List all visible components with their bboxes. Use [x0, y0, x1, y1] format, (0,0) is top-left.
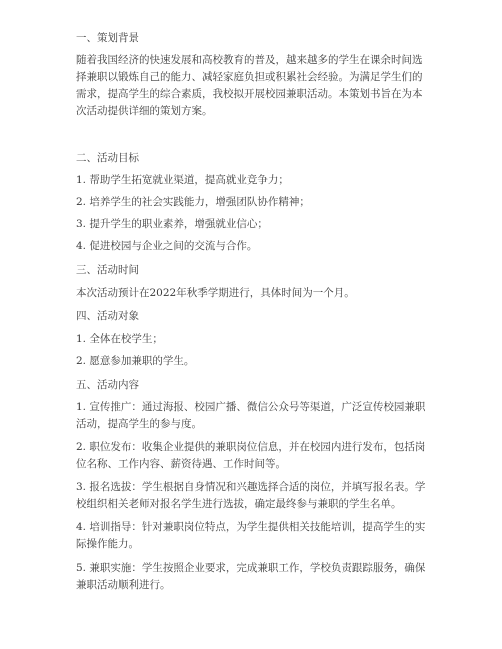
section-heading-time: 三、活动时间	[76, 264, 139, 276]
section-heading-audience: 四、活动对象	[76, 310, 139, 322]
content-item-1: 1. 宣传推广：通过海报、校园广播、微信公众号等渠道，广泛宣传校园兼职活动，提高学生的参与度。	[76, 401, 426, 430]
audience-item-2: 2. 愿意参加兼职的学生。	[76, 355, 195, 367]
section-heading-content: 五、活动内容	[76, 379, 139, 391]
section-heading-goals: 二、活动目标	[76, 152, 139, 164]
time-paragraph: 本次活动预计在2022年秋季学期进行，具体时间为一个月。	[76, 287, 355, 299]
goal-item-4: 4. 促进校园与企业之间的交流与合作。	[76, 240, 258, 252]
content-item-5: 5. 兼职实施：学生按照企业要求，完成兼职工作，学校负责跟踪服务，确保兼职活动顺利进行。	[76, 562, 426, 591]
audience-item-1: 1. 全体在校学生；	[76, 333, 163, 345]
goal-item-3: 3. 提升学生的职业素养，增强就业信心；	[76, 218, 268, 230]
content-item-2: 2. 职位发布：收集企业提供的兼职岗位信息，并在校园内进行发布，包括岗位名称、工作内容、薪资待遇、工作时间等。	[76, 441, 426, 470]
content-item-4: 4. 培训指导：针对兼职岗位特点，为学生提供相关技能培训，提高学生的实际操作能力。	[76, 521, 426, 550]
goal-item-1: 1. 帮助学生拓宽就业渠道，提高就业竞争力；	[76, 174, 289, 186]
section-heading-background: 一、策划背景	[76, 32, 139, 44]
goal-item-2: 2. 培养学生的社会实践能力，增强团队协作精神；	[76, 196, 310, 208]
background-paragraph: 随着我国经济的快速发展和高校教育的普及，越来越多的学生在课余时间选择兼职以锻炼自己的能力、减轻家庭负担或积累社会经验。为满足学生们的需求，提高学生的综合素质，我校拟开展校园兼职活动。本策划书旨在为本次活动提供详细的策划方案。	[76, 54, 423, 117]
content-item-3: 3. 报名选拔：学生根据自身情况和兴趣选择合适的岗位，并填写报名表。学校组织相关老师对报名学生进行选拔，确定最终参与兼职的学生名单。	[76, 481, 426, 510]
